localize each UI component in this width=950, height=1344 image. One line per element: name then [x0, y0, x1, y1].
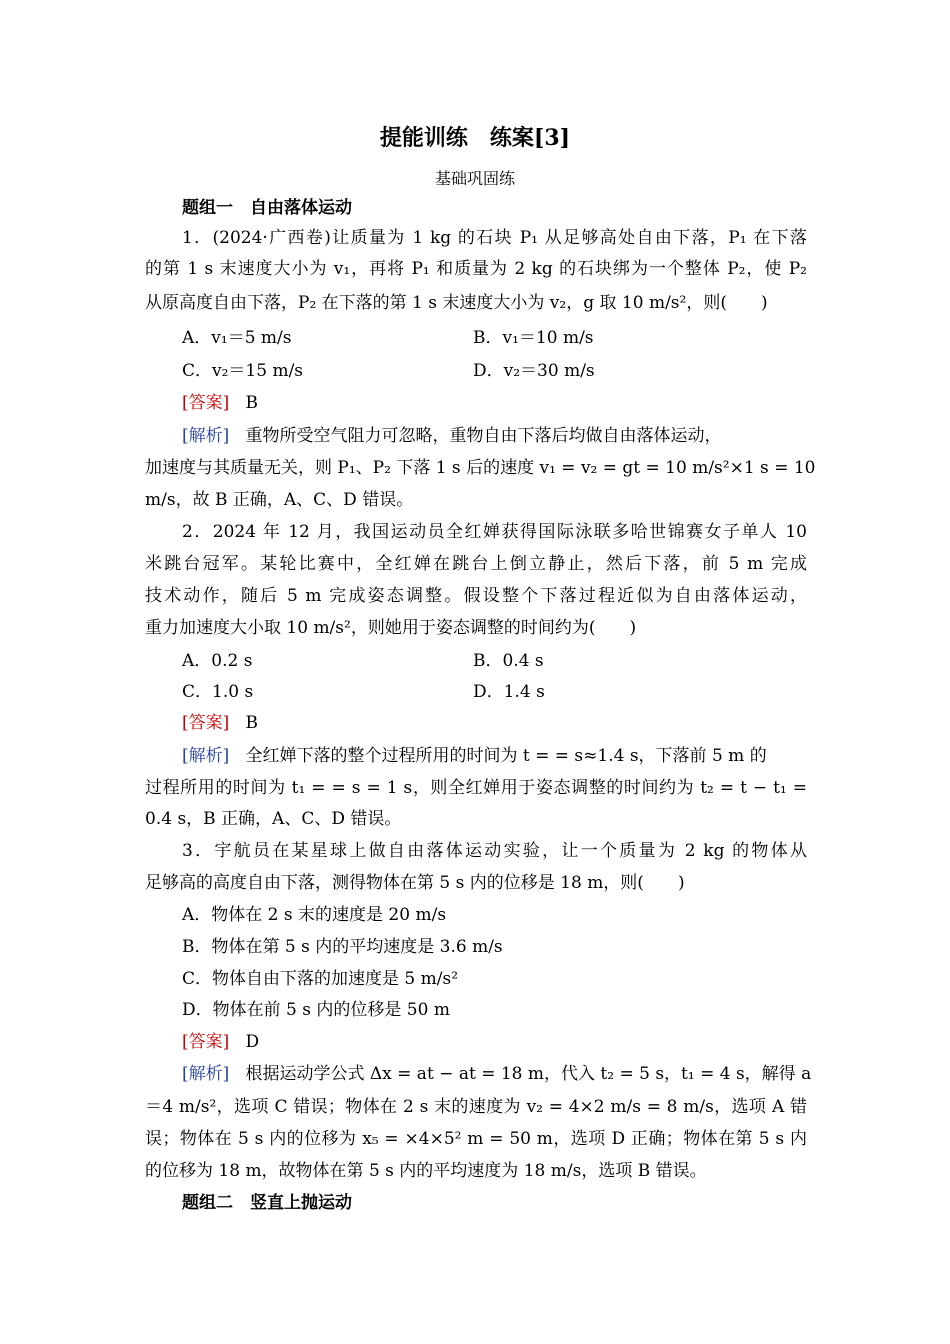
group-heading-2: 题组二 竖直上抛运动 — [182, 1193, 352, 1213]
q3-answer — [182, 1031, 807, 1053]
q1-options-row-2 — [182, 360, 807, 382]
q3-option-a: A．物体在 2 s 末的速度是 20 m/s — [182, 905, 447, 925]
q2-options-row-2 — [182, 681, 807, 703]
q3-stem-line-1: 3．宇航员在某星球上做自由落体运动实验，让一个质量为 2 kg 的物体从 — [182, 841, 807, 861]
q3-option-c: C．物体自由下落的加速度是 5 m/s² — [182, 969, 459, 989]
page-title: 提能训练 练案[3] — [379, 125, 571, 151]
q2-stem-line-4: 重力加速度大小取 10 m/s²，则她用于姿态调整的时间约为( ) — [145, 618, 637, 638]
q1-stem-line-2: 的第 1 s 末速度大小为 v₁，再将 P₁ 和质量为 2 kg 的石块绑为一个整体 P₂，使 P₂ — [145, 259, 807, 279]
q3-analysis-line-4: 的位移为 18 m，故物体在第 5 s 内的平均速度为 18 m/s，选项 B 错误。 — [145, 1161, 707, 1181]
analysis-tag: [解析] — [182, 1064, 230, 1084]
q2-analysis-line-1: [解析] 全红婵下落的整个过程所用的时间为 t = = s≈1.4 s，下落前 5 m 的 — [182, 746, 767, 766]
q3-analysis-line-1: [解析] 根据运动学公式 Δx = at − at = 18 m，代入 t₂ = 5 s，t₁ = 4 s，解得 a — [182, 1064, 812, 1084]
q2-stem-line-1: 2．2024 年 12 月，我国运动员全红婵获得国际泳联多哈世锦赛女子单人 10 — [182, 522, 807, 542]
q2-stem-line-3: 技术动作，随后 5 m 完成姿态调整。假设整个下落过程近似为自由落体运动， — [145, 586, 807, 606]
q1-option-d: D．v₂＝30 m/s — [473, 361, 595, 381]
q1-analysis-line-2: 加速度与其质量无关，则 P₁、P₂ 下落 1 s 后的速度 v₁ = v₂ = gt = 10 m/s²×1 s = 10 — [145, 458, 816, 478]
q3-option-b: B．物体在第 5 s 内的平均速度是 3.6 m/s — [182, 937, 503, 957]
q2-analysis-line-2: 过程所用的时间为 t₁ = = s = 1 s，则全红婵用于姿态调整的时间约为 t₂ = t − t₁ = — [145, 778, 807, 798]
q2-analysis-line-3: 0.4 s，B 正确，A、C、D 错误。 — [145, 809, 402, 829]
answer-tag: [答案] — [182, 713, 230, 733]
q1-options-row-1 — [182, 327, 807, 349]
page-subtitle: 基础巩固练 — [434, 169, 515, 188]
q3-analysis-line-2: ＝4 m/s²，选项 C 错误；物体在 2 s 末的速度为 v₂ = 4×2 m/s = 8 m/s，选项 A 错 — [145, 1097, 807, 1117]
q3-stem-line-2: 足够高的高度自由下落，测得物体在第 5 s 内的位移是 18 m，则( ) — [145, 873, 685, 893]
q3-analysis-line-3: 误；物体在 5 s 内的位移为 x₅ = ×4×5² m = 50 m，选项 D 正确；物体在第 5 s 内 — [145, 1129, 807, 1149]
q2-answer-value: B — [245, 713, 258, 733]
q1-option-b: B．v₁＝10 m/s — [473, 328, 594, 348]
answer-tag: [答案] — [182, 1032, 230, 1052]
group-heading-1: 题组一 自由落体运动 — [182, 198, 352, 218]
q1-analysis-line-1: [解析] 重物所受空气阻力可忽略，重物自由下落后均做自由落体运动， — [182, 426, 722, 446]
q1-analysis-line-3: m/s，故 B 正确，A、C、D 错误。 — [145, 490, 414, 510]
q3-option-d: D．物体在前 5 s 内的位移是 50 m — [182, 1000, 450, 1020]
q1-option-a: A．v₁＝5 m/s — [182, 328, 292, 348]
q2-option-b: B．0.4 s — [473, 651, 544, 671]
q2-options-row-1 — [182, 650, 807, 672]
q2-stem-line-2: 米跳台冠军。某轮比赛中，全红婵在跳台上倒立静止，然后下落，前 5 m 完成 — [145, 554, 807, 574]
q1-option-c: C．v₂＝15 m/s — [182, 361, 304, 381]
answer-tag: [答案] — [182, 393, 230, 413]
q1-answer-value: B — [245, 393, 258, 413]
q2-answer — [182, 712, 807, 734]
q2-option-d: D．1.4 s — [473, 682, 545, 702]
q3-answer-value: D — [245, 1032, 260, 1052]
q1-stem-line-1: 1．(2024·广西卷)让质量为 1 kg 的石块 P₁ 从足够高处自由下落，P₁ 在下落 — [182, 228, 807, 248]
q1-stem-line-3: 从原高度自由下落，P₂ 在下落的第 1 s 末速度大小为 v₂，g 取 10 m/s²，则( ) — [145, 293, 768, 313]
q1-answer — [182, 392, 807, 414]
analysis-tag: [解析] — [182, 746, 230, 766]
q2-option-c: C．1.0 s — [182, 682, 254, 702]
q2-option-a: A．0.2 s — [182, 651, 253, 671]
analysis-tag: [解析] — [182, 426, 230, 446]
